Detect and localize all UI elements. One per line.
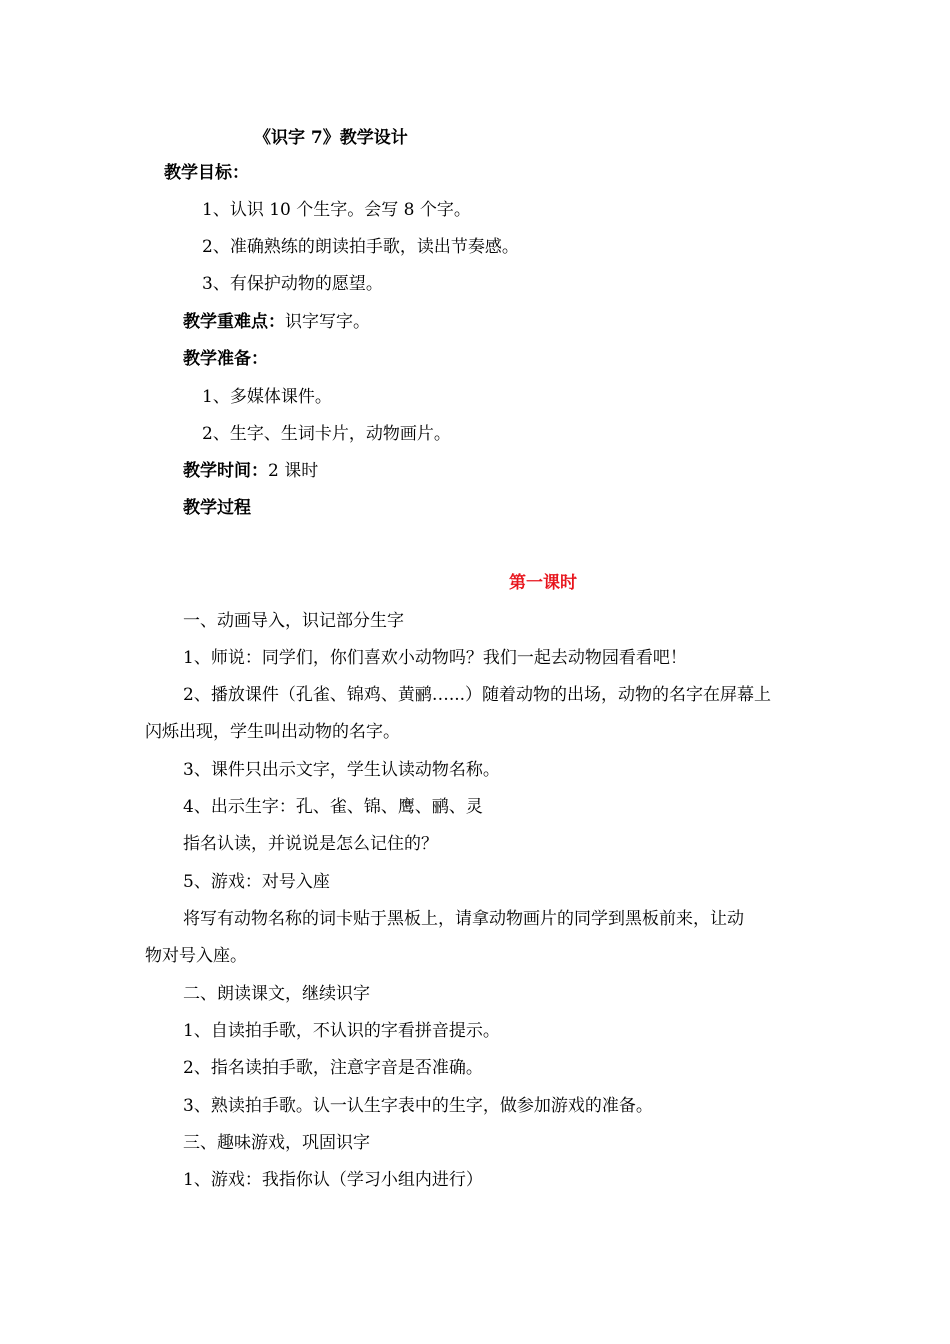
paragraph: 闪烁出现，学生叫出动物的名字。 [145, 722, 400, 742]
objective-item: 2、准确熟练的朗读拍手歌，读出节奏感。 [202, 237, 519, 257]
process-heading: 教学过程 [183, 498, 251, 518]
teaching-time [183, 460, 318, 482]
objectives-heading: 教学目标： [164, 163, 249, 183]
paragraph: 4、出示生字：孔、雀、锦、鹰、鹂、灵 [183, 797, 483, 817]
preparation-heading: 教学准备： [183, 349, 268, 369]
section-heading: 三、趣味游戏，巩固识字 [183, 1133, 370, 1153]
paragraph: 3、熟读拍手歌。认一认生字表中的生字，做参加游戏的准备。 [183, 1096, 653, 1116]
paragraph: 物对号入座。 [145, 946, 247, 966]
lesson-title: 第一课时 [509, 573, 577, 593]
objective-item: 1、认识 10 个生字。会写 8 个字。 [202, 200, 471, 220]
paragraph: 1、自读拍手歌，不认识的字看拼音提示。 [183, 1021, 500, 1041]
section-heading: 二、朗读课文，继续识字 [183, 984, 370, 1004]
section-heading: 一、动画导入，识记部分生字 [183, 611, 404, 631]
paragraph: 指名认读，并说说是怎么记住的？ [183, 834, 438, 854]
preparation-item: 2、生字、生词卡片，动物画片。 [202, 424, 451, 444]
key-points-value: 识字写字。 [285, 312, 370, 332]
paragraph: 2、播放课件（孔雀、锦鸡、黄鹂…...）随着动物的出场，动物的名字在屏幕上 [183, 685, 772, 705]
paragraph: 将写有动物名称的词卡贴于黑板上，请拿动物画片的同学到黑板前来，让动 [183, 909, 744, 929]
teaching-time-label: 教学时间： [183, 461, 268, 481]
preparation-item: 1、多媒体课件。 [202, 387, 332, 407]
paragraph: 2、指名读拍手歌，注意字音是否准确。 [183, 1058, 483, 1078]
key-points-label: 教学重难点： [183, 312, 285, 332]
objective-item: 3、有保护动物的愿望。 [202, 274, 383, 294]
paragraph: 1、游戏：我指你认（学习小组内进行） [183, 1170, 483, 1190]
paragraph: 5、游戏：对号入座 [183, 872, 330, 892]
paragraph: 1、师说：同学们，你们喜欢小动物吗？我们一起去动物园看看吧！ [183, 648, 687, 668]
teaching-time-value: 2 课时 [268, 461, 319, 481]
paragraph: 3、课件只出示文字，学生认读动物名称。 [183, 760, 500, 780]
key-points [183, 311, 370, 333]
document-title: 《识字 7》教学设计 [254, 128, 408, 148]
